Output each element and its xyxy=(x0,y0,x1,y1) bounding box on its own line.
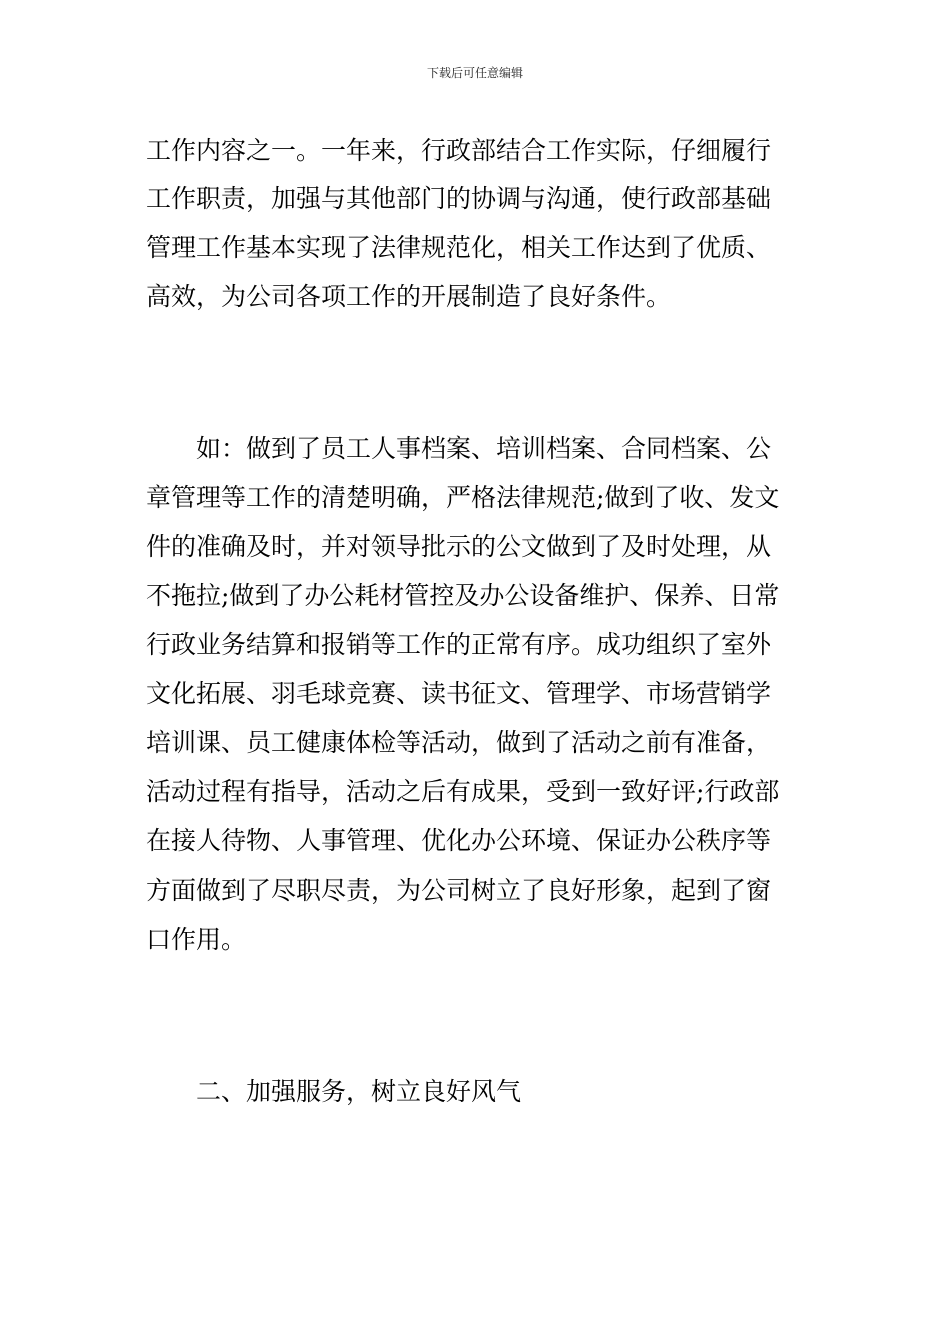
paragraph-line: 口作用。 xyxy=(146,925,247,954)
paragraph-line: 行政业务结算和报销等工作的正常有序。成功组织了室外 xyxy=(146,630,772,659)
paragraph-line: 章管理等工作的清楚明确，严格法律规范;做到了收、发文 xyxy=(146,483,780,512)
page-header: 下载后可任意编辑 xyxy=(426,66,523,80)
paragraph-line: 不拖拉;做到了办公耗材管控及办公设备维护、保养、日常 xyxy=(146,581,780,610)
paragraph-line: 管理工作基本实现了法律规范化，相关工作达到了优质、 xyxy=(146,233,772,262)
paragraph-line: 活动过程有指导，活动之后有成果，受到一致好评;行政部 xyxy=(146,777,780,806)
paragraph-line: 工作职责，加强与其他部门的协调与沟通，使行政部基础 xyxy=(146,184,772,213)
paragraph-line: 文化拓展、羽毛球竞赛、读书征文、管理学、市场营销学 xyxy=(146,679,772,708)
section-heading: 二、加强服务，树立良好风气 xyxy=(196,1077,522,1106)
paragraph-line: 高效，为公司各项工作的开展制造了良好条件。 xyxy=(146,282,672,311)
paragraph-line: 方面做到了尽职尽责，为公司树立了良好形象，起到了窗 xyxy=(146,876,772,905)
paragraph-line: 工作内容之一。一年来，行政部结合工作实际，仔细履行 xyxy=(146,136,772,165)
paragraph-line: 件的准确及时，并对领导批示的公文做到了及时处理，从 xyxy=(146,532,772,561)
paragraph-line: 在接人待物、人事管理、优化办公环境、保证办公秩序等 xyxy=(146,826,772,855)
paragraph-line: 如：做到了员工人事档案、培训档案、合同档案、公 xyxy=(196,434,772,463)
paragraph-line: 培训课、员工健康体检等活动，做到了活动之前有准备， xyxy=(146,728,772,757)
